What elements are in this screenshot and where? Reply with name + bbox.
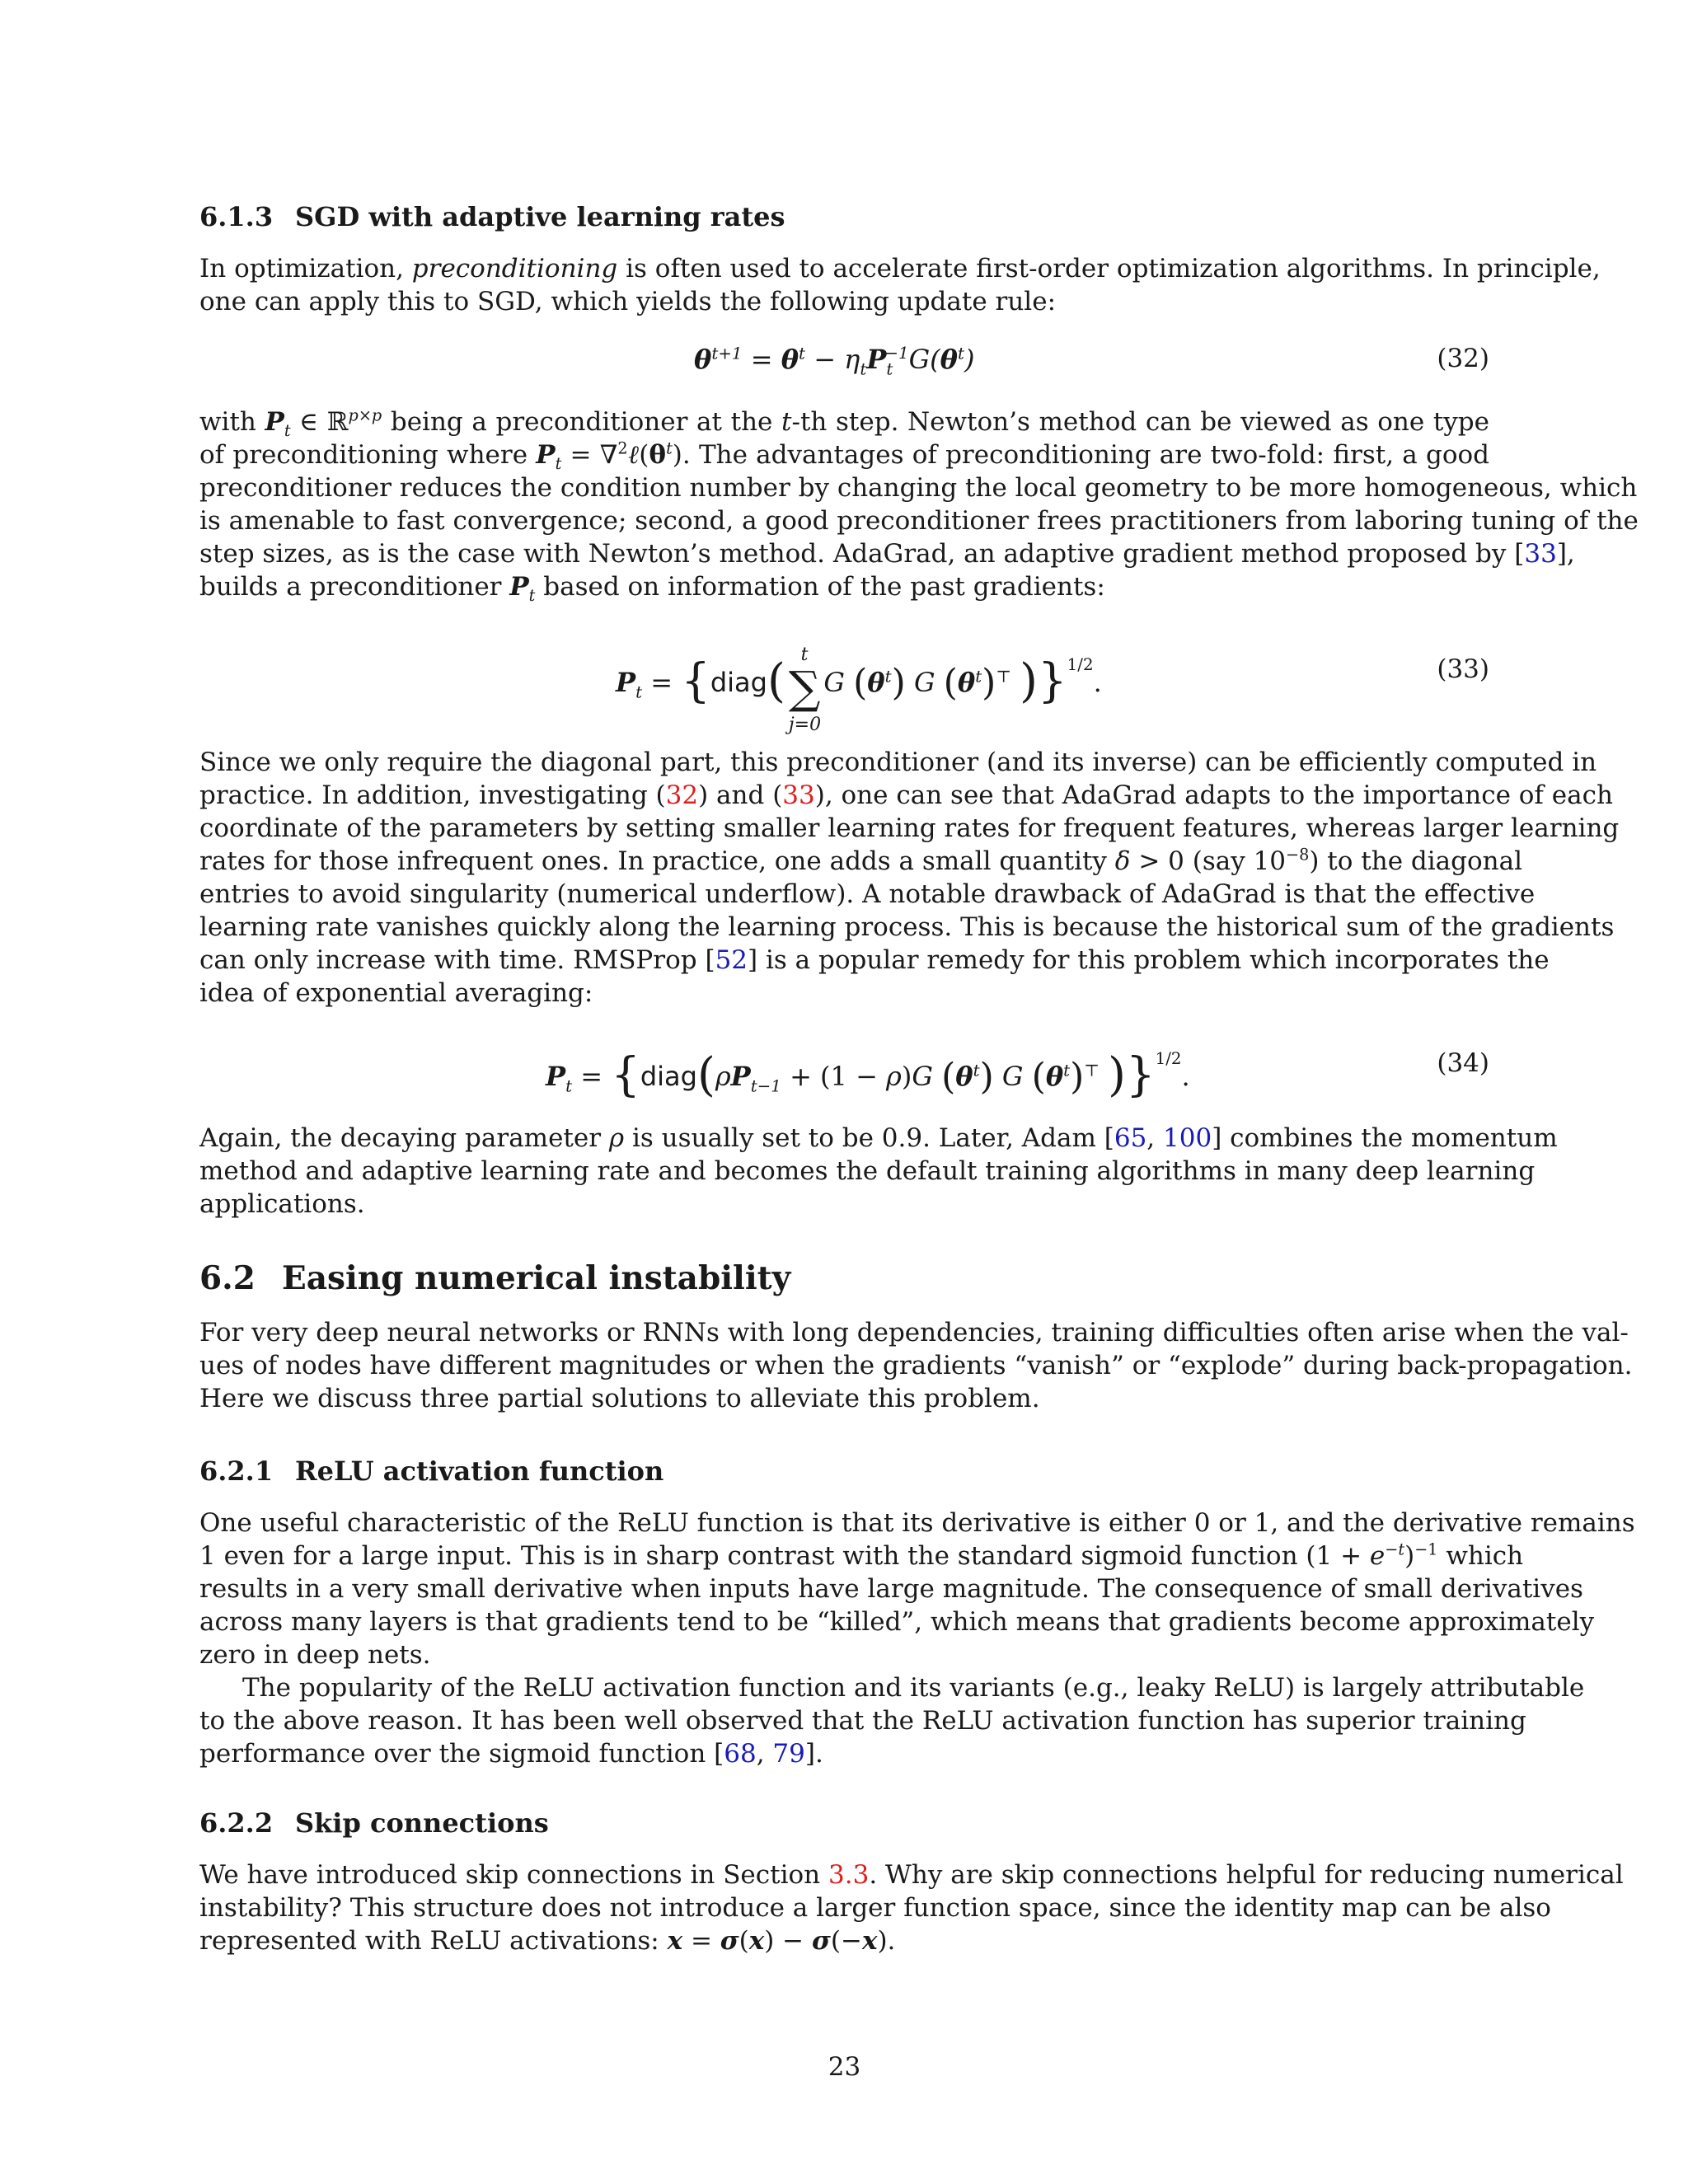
paper-page <box>199 0 1639 2184</box>
equation-body: $\theta^{t+1} = \theta^t - \eta_tP_t^{-1}G(\theta^t)$ <box>694 344 975 379</box>
section-title: ReLU activation function <box>295 1455 664 1487</box>
paragraph-adam: Again, the decaying parameter ρ is usually set to be 0.9. Later, Adam [65, 100] combines the momentum method and adaptive learning rate and becomes the default training algorithms in many deep learning applications. <box>199 1123 1558 1219</box>
citation-link[interactable]: 65 <box>1114 1123 1147 1153</box>
citation-link[interactable]: 52 <box>715 945 748 975</box>
section-number: 6.2 <box>199 1259 256 1297</box>
equation-32 <box>199 344 1489 410</box>
paragraph-relu-popularity: The popularity of the ReLU activation function and its variants (e.g., leaky ReLU) is largely attributable to the above reason. It has been well observed that the ReLU activation function has superior training performance over the sigmoid function [68, 79]. <box>199 1673 1585 1769</box>
section-heading-6-2-1 <box>199 1455 663 1488</box>
equation-body: $P_t$ = {diag( t ∑ j=0 G $(\theta^t)$ G $(\theta^t)^⊤$ )}$^{1/2}$. <box>616 644 1102 735</box>
citation-link[interactable]: 33 <box>1524 539 1557 569</box>
paragraph-skip-connections: We have introduced skip connections in Section 3.3. Why are skip connections helpful for reducing numerical instability? This structure does not introduce a larger function space, since the identity map can be also represented with ReLU activations: x = σ(x) − σ(−x). <box>199 1860 1624 1956</box>
paragraph-adagrad: Since we only require the diagonal part, this preconditioner (and its inverse) can be efficiently computed in practice. In addition, investigating (32) and (33), one can see that AdaGrad adapts to the importance of each coordinate of the parameters by setting smaller learning rates for frequent features, whereas larger learning rates for those infrequent ones. In practice, one adds a small quantity δ > 0 (say $10^{-8}$) to the diagonal entries to avoid singularity (numerical underflow). A notable drawback of AdaGrad is that the effective learning rate vanishes quickly along the learning process. This is because the historical sum of the gradients can only increase with time. RMSProp [52] is a popular remedy for this problem which incorporates the idea of exponential averaging: <box>199 748 1620 1008</box>
section-title: Easing numerical instability <box>282 1259 791 1297</box>
section-heading-6-2-2 <box>199 1807 549 1840</box>
section-heading-6-1-3 <box>199 200 785 233</box>
page-number: 23 <box>828 2052 861 2082</box>
paragraph-relu: One useful characteristic of the ReLU function is that its derivative is either 0 or 1, and the derivative remains 1 even for a large input. This is in sharp contrast with the standard sigmoid function $(1 + e^{-t})^{-1}$ which results in a very small derivative when inputs have large magnitude. The consequence of small derivatives across many layers is that gradients tend to be “killed”, which means that gradients become approximately zero in deep nets. <box>199 1508 1635 1670</box>
section-title: Skip connections <box>295 1807 549 1839</box>
paragraph-preconditioning: In optimization, preconditioning is often used to accelerate first-order optimization algorithms. In principle, one can apply this to SGD, which yields the following update rule: <box>199 254 1601 316</box>
paragraph-newton: with $P_t$ ∈ ℝ$^{p\times p}$ being a preconditioner at the t-th step. Newton’s method can be viewed as one type of preconditioning where $P_t$ = $\nabla^2\ell(\theta^t)$. The advantages of preconditioning are two-fold: first, a good preconditioner reduces the condition number by changing the local geometry to be more homogeneous, which is amenable to fast convergence; second, a good preconditioner frees practitioners from laboring tuning of the step sizes, as is the case with Newton’s method. AdaGrad, an adaptive gradient method proposed by [33], builds a preconditioner $P_t$ based on information of the past gradients: <box>199 405 1639 606</box>
citation-link[interactable]: 79 <box>772 1739 805 1769</box>
equation-ref-link[interactable]: 33 <box>782 780 815 810</box>
citation-link[interactable]: 100 <box>1163 1123 1212 1153</box>
section-ref-link[interactable]: 3.3 <box>828 1860 870 1890</box>
section-title: SGD with adaptive learning rates <box>295 201 785 232</box>
equation-number: (33) <box>1437 654 1489 684</box>
equation-number: (32) <box>1437 344 1489 373</box>
equation-number: (34) <box>1437 1048 1489 1078</box>
equation-34 <box>199 1048 1489 1114</box>
equation-33 <box>199 644 1489 735</box>
section-number: 6.2.1 <box>199 1455 274 1487</box>
section-number: 6.1.3 <box>199 201 274 232</box>
paragraph-instability: For very deep neural networks or RNNs with long dependencies, training difficulties often arise when the val- ues of nodes have different magnitudes or when the gradients “vanish” or “explode” during back-propagation. Here we discuss three partial solutions to alleviate this problem. <box>199 1318 1633 1413</box>
section-heading-6-2 <box>199 1258 790 1298</box>
equation-ref-link[interactable]: 32 <box>665 780 699 810</box>
section-number: 6.2.2 <box>199 1807 274 1839</box>
citation-link[interactable]: 68 <box>724 1739 757 1769</box>
equation-body: $P_t$ = {$diag(\rho P_{t-1} + (1 - \rho)G$ $(\theta^t)$ G $(\theta^t)^⊤$ )}$^{1/2}$. <box>546 1048 1190 1102</box>
